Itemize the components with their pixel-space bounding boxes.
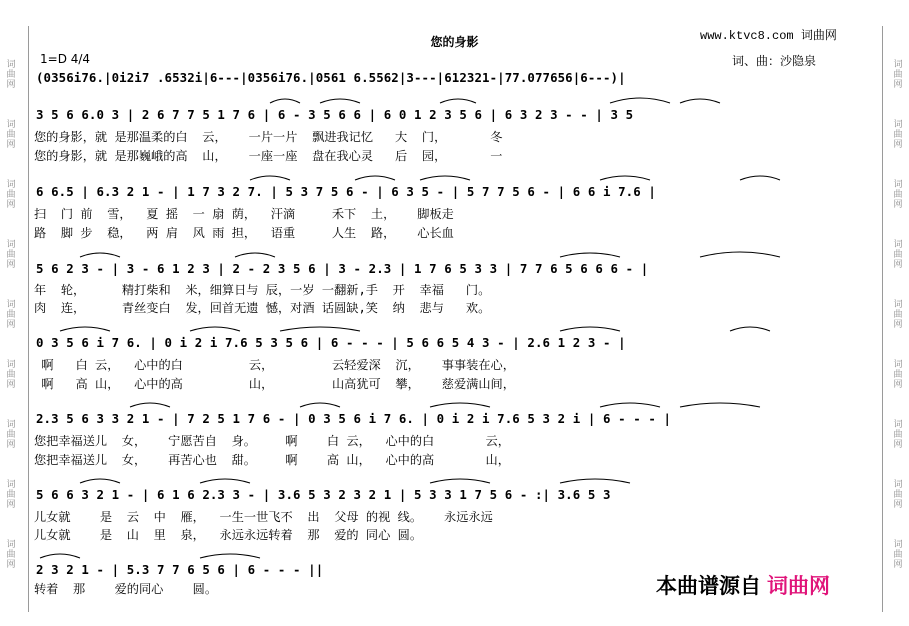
song-title: 您的身影	[430, 35, 479, 49]
watermark-text: 词 曲 网	[6, 480, 16, 510]
watermark-text: 词 曲 网	[893, 420, 903, 450]
watermark-text: 词 曲 网	[893, 480, 903, 510]
notation-line: 0 3 5 6 i 7 6. | 0 i 2 i 7.6 5 3 5 6 | 6 - - - | 5 6 6 5 4 3 - | 2.6 1 2 3 - |	[36, 335, 626, 350]
lyric-line: 您把幸福送儿 女， 再苦心也 甜。 啊 高 山， 心中的高 山，	[34, 453, 510, 467]
notation-line: 6 6.5 | 6.3 2 1 - | 1 7 3 2 7. | 5 3 7 5 6 - | 6 3 5 - | 5 7 7 5 6 - | 6 6 i 7.6 |	[36, 184, 656, 199]
source-note	[656, 570, 830, 600]
watermark-text: 词 曲 网	[6, 240, 16, 270]
lyricist-composer: 词、曲：沙隐泉	[732, 54, 817, 68]
source-prefix: 本曲谱源自	[656, 574, 761, 598]
notation-line: 3 5 6 6.0 3 | 2 6 7 7 5 1 7 6 | 6 - 3 5 6 6 | 6 0 1 2 3 5 6 | 6 3 2 3 - - | 3 5	[36, 107, 634, 122]
watermark-text: 词 曲 网	[6, 420, 16, 450]
watermark-text: 词 曲 网	[893, 60, 903, 90]
watermark-text: 词 曲 网	[6, 300, 16, 330]
watermark-column-left	[4, 0, 18, 626]
lyric-line: 路 脚 步 稳， 两 肩 风 雨 担， 语重 人生 路， 心长血	[34, 226, 454, 240]
watermark-text: 词 曲 网	[6, 60, 16, 90]
watermark-text: 词 曲 网	[893, 540, 903, 570]
watermark-column-right	[891, 0, 905, 626]
watermark-text: 词 曲 网	[893, 180, 903, 210]
notation-line: 5 6 6 3 2 1 - | 6 1 6 2.3 3 - | 3.6 5 3 2 3 2 1 | 5 3 3 1 7 5 6 - :| 3.6 5 3	[36, 487, 611, 502]
notation-line: 2.3 5 6 3 3 2 1 - | 7 2 5 1 7 6 - | 0 3 5 6 i 7 6. | 0 i 2 i 7.6 5 3 2 i | 6 - - - |	[36, 411, 672, 426]
notation-line: 2 3 2 1 - | 5.3 7 7 6 5 6 | 6 - - - ||	[36, 562, 324, 577]
lyric-line: 儿女就 是 云 中 雁， 一生一世飞不 出 父母 的视 线。 永远永远	[34, 510, 493, 524]
lyric-line: 您的身影，就 是那巍峨的高 山， 一座一座 盘在我心灵 后 园， 一	[34, 149, 503, 163]
lyric-line: 转着 那 爱的同心 圆。	[34, 582, 218, 596]
watermark-text: 词 曲 网	[893, 120, 903, 150]
watermark-text: 词 曲 网	[6, 120, 16, 150]
watermark-text: 词 曲 网	[893, 240, 903, 270]
watermark-text: 词 曲 网	[6, 360, 16, 390]
lyric-line: 扫 门 前 雪， 夏 摇 一 扇 荫， 汗滴 禾下 土， 脚板走	[34, 207, 454, 221]
watermark-text: 词 曲 网	[893, 360, 903, 390]
lyric-line: 您把幸福送儿 女， 宁愿苦自 身。 啊 白 云， 心中的白 云，	[34, 434, 510, 448]
lyric-line: 您的身影，就 是那温柔的白 云， 一片一片 飘进我记忆 大 门， 冬	[34, 130, 503, 144]
key-signature: 1=D 4/4	[40, 52, 91, 66]
source-brand[interactable]: 词曲网	[767, 574, 830, 598]
watermark-text: 词 曲 网	[893, 300, 903, 330]
lyric-line: 肉 连， 青丝变白 发，回首无遗 憾，对酒 话圆缺,笑 纳 悲与 欢。	[34, 301, 491, 315]
notation-line: 5 6 2 3 - | 3 - 6 1 2 3 | 2 - 2 3 5 6 | 3 - 2.3 | 1 7 6 5 3 3 | 7 7 6 5 6 6 6 - |	[36, 261, 649, 276]
watermark-text: 词 曲 网	[6, 180, 16, 210]
watermark-text: 词 曲 网	[6, 540, 16, 570]
lyric-line: 啊 高 山， 心中的高 山， 山高犹可 攀， 慈爱满山间，	[34, 377, 515, 391]
site-url[interactable]: www.ktvc8.com 词曲网	[700, 29, 837, 43]
prelude-notation: (0356i76.|0i2i7 .6532i|6---|0356i76.|0561 6.5562|3---|612321-|77.077656|6---)|	[36, 70, 626, 85]
lyric-line: 儿女就 是 山 里 泉， 永远永远转着 那 爱的 同心 圆。	[34, 528, 423, 542]
lyric-line: 啊 白 云， 心中的白 云， 云轻爱深 沉， 事事装在心，	[34, 358, 515, 372]
lyric-line: 年 轮， 精打柴和 米，细算日与 辰，一岁 一翻新,手 开 幸福 门。	[34, 283, 491, 297]
